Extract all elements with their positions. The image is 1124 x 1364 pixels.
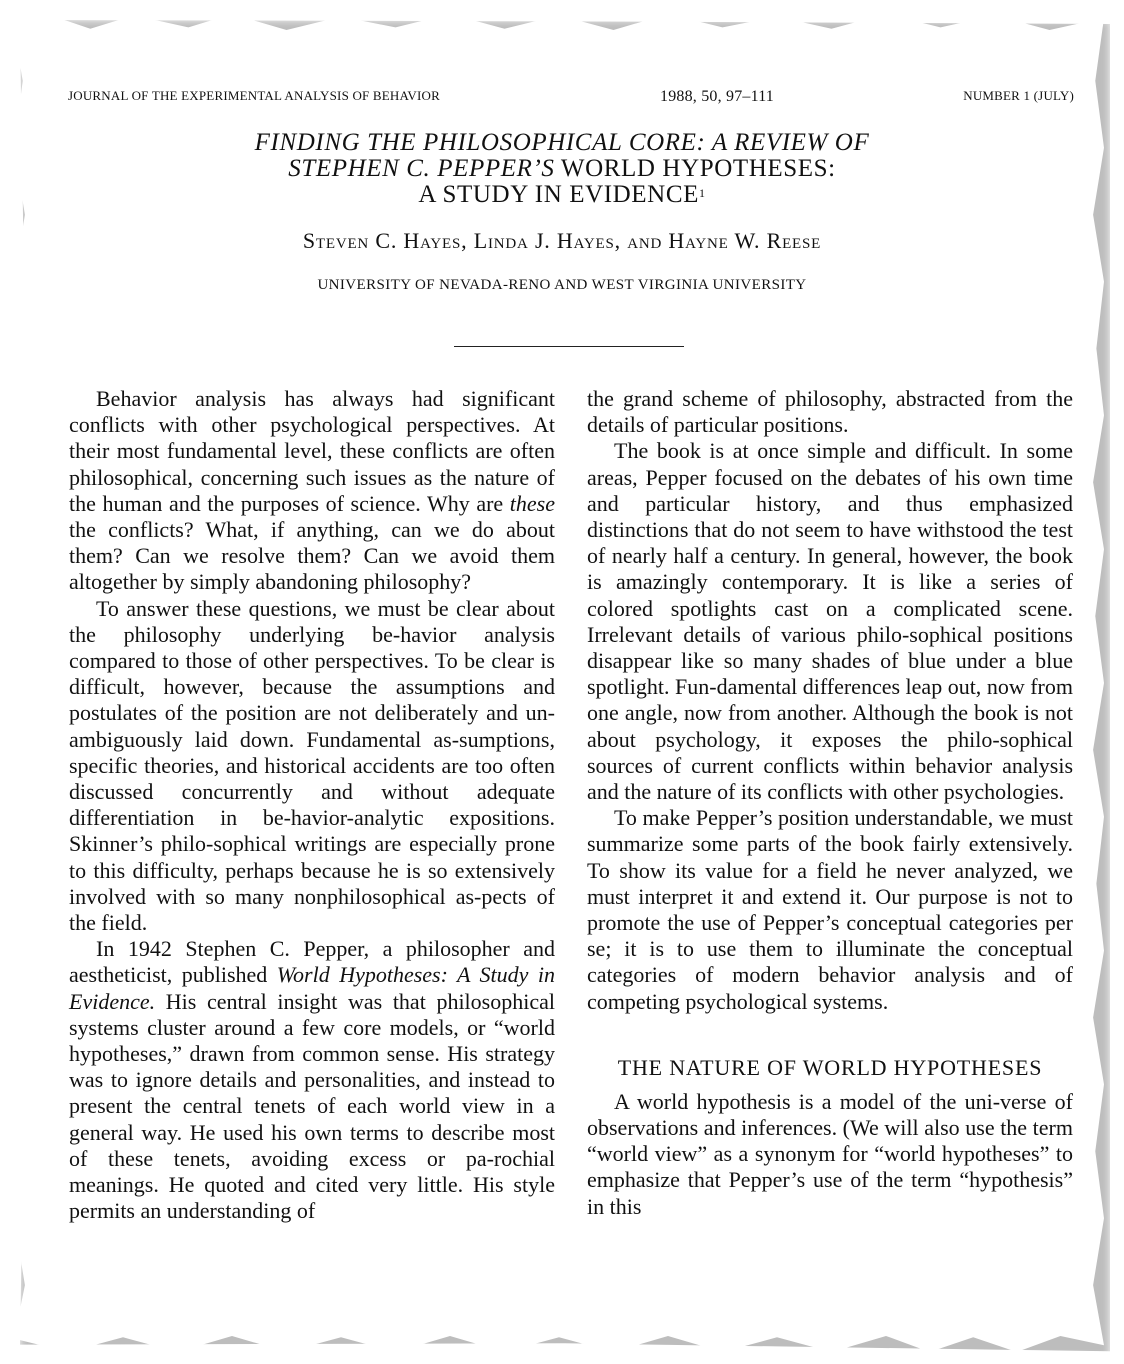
left-column xyxy=(69,386,555,1225)
title-line-3: A STUDY IN EVIDENCE xyxy=(418,181,699,208)
left-paragraph-2: To answer these questions, we must be clear about the philosophy underlying be-havior analysis compared to those of other perspectives. To be clear is difficult, however, because the assumptions and postulates of the position are not deliberately and un-ambiguously laid down. Fundamental as-sumptions, specific theories, and historical accidents are too often discussed concurrently and without adequate differentiation in be-havior-analytic expositions. Skinner’s philo-sophical writings are especially prone to this difficulty, perhaps because he is so extensively involved with so many nonphilosophical as-pects of the field. xyxy=(69,595,555,936)
citation: 1988, 50, 97–111 xyxy=(660,88,775,105)
right-paragraph-3: To make Pepper’s position understandable, we must summarize some parts of the book fairly extensively. To show its value for a field he never analyzed, we must interpret it and extend it. Our purpose is not to promote the use of Pepper’s conceptual categories per se; it is to use them to illuminate the conceptual categories of modern behavior analysis and of competing psychological systems. xyxy=(587,805,1073,1014)
article-title xyxy=(0,130,1124,208)
right-paragraph-4: A world hypothesis is a model of the uni-verse of observations and inferences. (We will also use the term “world view” as a synonym for “world hypotheses” to emphasize that Pepper’s use of the term “hypothesis” in this xyxy=(587,1088,1073,1219)
right-paragraph-1: the grand scheme of philosophy, abstracted from the details of particular positions. xyxy=(587,386,1073,438)
title-line-2-italic: STEPHEN C. PEPPER’S xyxy=(288,155,555,182)
issue-number: NUMBER 1 (JULY) xyxy=(963,88,1074,103)
left-paragraph-3: In 1942 Stephen C. Pepper, a philosopher and aestheticist, published World Hypotheses: A Study in Evidence. His central insight was that philosophical systems cluster around a few core models, or “world hypotheses,” drawn from common sense. His strategy was to ignore details and personalities, and instead to present the central tenets of each world view in a general way. He used his own terms to describe most of these tenets, avoiding excess or pa-rochial meanings. He quoted and cited very little. His style permits an understanding of xyxy=(69,936,556,1224)
footnote-mark: 1 xyxy=(698,186,706,200)
journal-name: JOURNAL OF THE EXPERIMENTAL ANALYSIS OF BEHAVIOR xyxy=(68,88,441,103)
title-line-2-rest: WORLD HYPOTHESES: xyxy=(554,155,836,182)
right-column xyxy=(587,386,1073,1220)
authors: Steven C. Hayes, Linda J. Hayes, and Hayne W. Reese xyxy=(302,228,822,253)
affiliation: UNIVERSITY OF NEVADA-RENO AND WEST VIRGINIA UNIVERSITY xyxy=(317,277,807,293)
left-paragraph-1: Behavior analysis has always had significant conflicts with other psychological perspectives. At their most fundamental level, these conflicts are often philosophical, concerning such issues as the nature of the human and the purposes of science. Why are these the conflicts? What, if anything, can we do about them? Can we resolve them? Can we avoid them altogether by simply abandoning philosophy? xyxy=(69,386,555,595)
right-paragraph-2: The book is at once simple and difficult. In some areas, Pepper focused on the debates of his own time and particular history, and thus emphasized distinctions that do not seem to have withstood the test of nearly half a century. In general, however, the book is amazingly contemporary. It is like a series of colored spotlights cast on a complicated scene. Irrelevant details of various philo-sophical positions disappear like so many shades of blue under a blue spotlight. Fun-damental differences leap out, now from one angle, now from another. Although the book is not about psychology, it exposes the philo-sophical sources of current conflicts within behavior analysis and the nature of its conflicts with other psychologies. xyxy=(587,438,1073,805)
title-line-1: FINDING THE PHILOSOPHICAL CORE: A REVIEW OF xyxy=(254,129,870,156)
section-heading: THE NATURE OF WORLD HYPOTHESES xyxy=(617,1054,1043,1080)
running-header xyxy=(68,88,1074,108)
title-rule xyxy=(454,346,684,347)
